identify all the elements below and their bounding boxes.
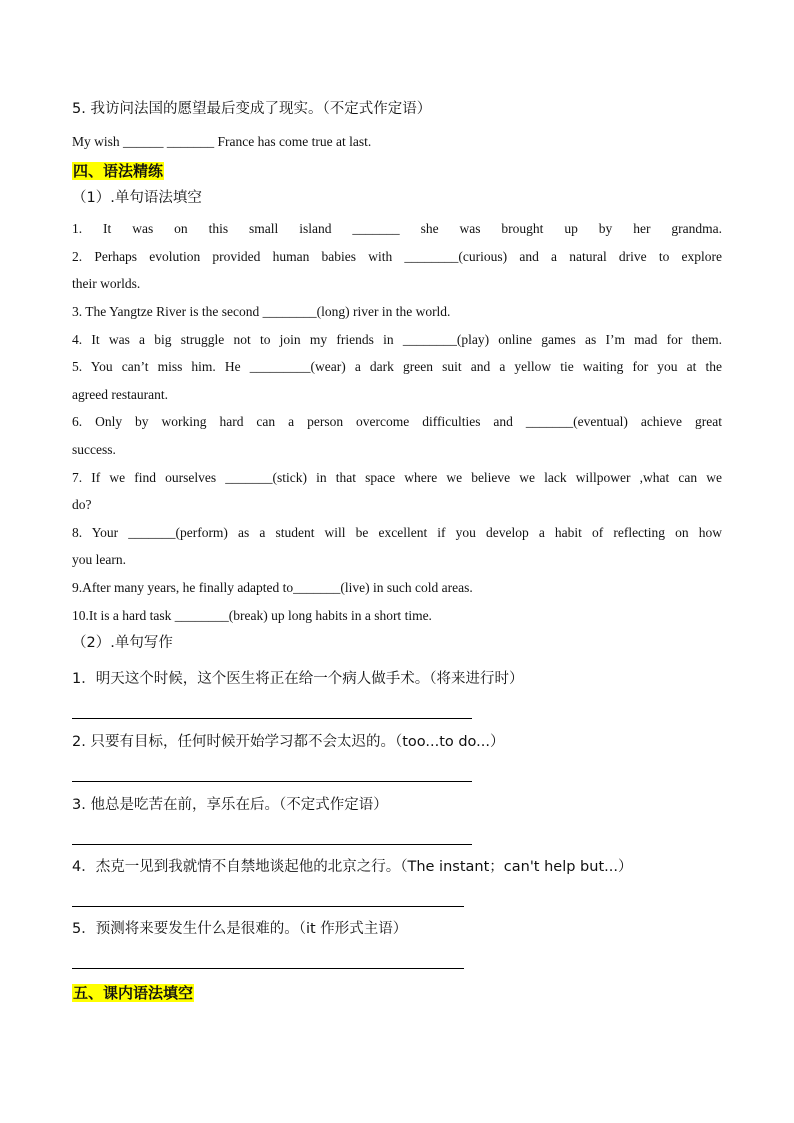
grammar-item-4: 4. It was a big struggle not to join my friends in ________(play) online games as I’m mad for them.	[72, 332, 722, 347]
grammar-item-7: 7. If we find ourselves _______(stick) in that space where we believe we lack willpower ,what can we	[72, 470, 722, 485]
grammar-item-2-cont: their worlds.	[72, 276, 141, 291]
answer-line-2	[72, 781, 472, 782]
grammar-item-8: 8. Your _______(perform) as a student will be excellent if you develop a habit of reflecting on how	[72, 525, 722, 540]
grammar-item-2: 2. Perhaps evolution provided human babies with ________(curious) and a natural drive to explore	[72, 249, 722, 264]
writing-item-5: 5．预测将来要发生什么是很难的。（it 作形式主语）	[72, 921, 408, 937]
answer-line-5	[72, 968, 464, 969]
grammar-item-5-cont: agreed restaurant.	[72, 387, 168, 402]
grammar-item-6-cont: success.	[72, 442, 116, 457]
grammar-item-3: 3. The Yangtze River is the second ________(long) river in the world.	[72, 304, 451, 319]
grammar-item-10: 10.It is a hard task ________(break) up long habits in a short time.	[72, 608, 432, 623]
grammar-item-9: 9.After many years, he finally adapted to_______(live) in such cold areas.	[72, 580, 473, 595]
grammar-item-8-cont: you learn.	[72, 552, 126, 567]
part-1-title: （1）.单句语法填空	[72, 190, 202, 206]
part-2-title: （2）.单句写作	[72, 635, 173, 651]
exercise-5-prompt: 5. 我访问法国的愿望最后变成了现实。（不定式作定语）	[72, 101, 432, 117]
grammar-item-1: 1. It was on this small island _______ she was brought up by her grandma.	[72, 221, 722, 236]
answer-line-4	[72, 906, 464, 907]
writing-item-3: 3. 他总是吃苦在前，享乐在后。（不定式作定语）	[72, 797, 388, 813]
answer-line-3	[72, 844, 472, 845]
grammar-item-5: 5. You can’t miss him. He _________(wear) a dark green suit and a yellow tie waiting for you at the	[72, 359, 722, 374]
grammar-item-6: 6. Only by working hard can a person overcome difficulties and _______(eventual) achieve great	[72, 414, 722, 429]
writing-item-1: 1．明天这个时候，这个医生将正在给一个病人做手术。（将来进行时）	[72, 671, 524, 687]
section-4-heading: 四、语法精练	[73, 162, 164, 180]
grammar-item-7-cont: do?	[72, 497, 92, 512]
section-5-heading: 五、课内语法填空	[73, 984, 194, 1002]
writing-item-2: 2. 只要有目标，任何时候开始学习都不会太迟的。（too...to do...）	[72, 734, 505, 750]
answer-line-1	[72, 718, 472, 719]
exercise-5-answer: My wish ______ _______ France has come true at last.	[72, 134, 372, 149]
writing-item-4: 4．杰克一见到我就情不自禁地谈起他的北京之行。（The instant；can't help but...）	[72, 859, 633, 875]
